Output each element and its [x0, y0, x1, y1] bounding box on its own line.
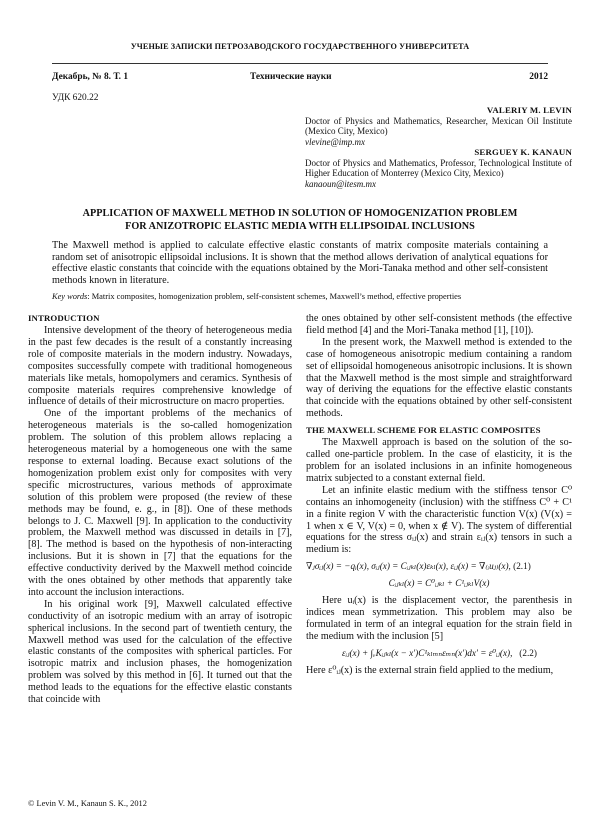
author-email[interactable]: kanaoun@itesm.mx: [305, 178, 377, 189]
journal-name: УЧЕНЫЕ ЗАПИСКИ ПЕТРОЗАВОДСКОГО ГОСУДАРСТВЕННОГО УНИВЕРСИТЕТА: [130, 42, 470, 51]
equation-body: ∇ⱼσᵢⱼ(x) = −qᵢ(x), σᵢⱼ(x) = Cᵢⱼₖₗ(x)εₖₗ(x), εᵢⱼ(x) = ∇₍ᵢuⱼ₎(x),: [306, 561, 511, 572]
paragraph: Let an infinite elastic medium with the stiffness tensor C⁰ contains an inhomogeneity (inclusion) with the stiffness C⁰ + C¹ in a finite region V with the characteristic function V(x) (V(x) = 1 when x ∈ V, V(x) = 0, when x ∉ V). The system of differential equations for the stress σᵢⱼ(x) and strain εᵢⱼ(x) tensors in such a medium is:: [306, 484, 572, 556]
keywords-label: Key words: [52, 292, 88, 301]
section-heading: INTRODUCTION: [28, 313, 100, 323]
title-line: APPLICATION OF MAXWELL METHOD IN SOLUTION OF HOMOGENIZATION PROBLEM: [82, 208, 518, 219]
issue-number: Декабрь, № 8. Т. 1: [52, 72, 129, 82]
author-affiliation: Doctor of Physics and Mathematics, Researcher, Mexican Oil Institute (Mexico City, Mexico): [305, 115, 572, 137]
author-block-1: [305, 105, 572, 147]
author-affiliation: Doctor of Physics and Mathematics, Professor, Technological Institute of Higher Education of Monterrey (Mexico City, Mexico): [305, 157, 572, 179]
paragraph: Here ε⁰ᵢⱼ(x) is the external strain field applied to the medium,: [306, 664, 554, 676]
section-heading: THE MAXWELL SCHEME FOR ELASTIC COMPOSITES: [306, 425, 541, 436]
paragraph: Here uᵢ(x) is the displacement vector, the parenthesis in indices mean symmetrization. This problem may also be formulated in term of an integral equation for the strain field in the medium with the inclusion [5]: [306, 595, 572, 642]
equation-body: εᵢⱼ(x) + ∫ᵥKᵢⱼₖₗ(x − x′)C¹ₖₗₘₙεₘₙ(x′)dx′ = ε⁰ᵢⱼ(x),: [342, 647, 513, 658]
paragraph: the ones obtained by other self-consistent methods (the effective field method [4] and the Mori-Tanaka method [1], [10]).: [306, 313, 572, 336]
paragraph: Intensive development of the theory of heterogeneous media in the past few decades is the result of a constantly increasing role of composite materials in the modern industry. Nowadays, composites successfully compete with traditional homogeneous materials like metals, homopolymers and ceramics. Synthesis of composite materials requires comprehensive knowledge of influence of details of their microstructure on macro properties.: [28, 325, 292, 408]
right-column: [306, 313, 572, 676]
paragraph: In the present work, the Maxwell method is extended to the case of homogeneous anisotropic medium containing a random set of ellipsoidal homogeneous anisotropic inclusions. It is shown that the Maxwell method is the most simple and straightforward way of deriving the equations for the effective elastic constants that coincide with the equations obtained by other self-consistent methods.: [306, 336, 572, 420]
year: 2012: [529, 72, 548, 82]
copyright: © Levin V. M., Kanaun S. K., 2012: [28, 799, 147, 808]
keywords-text: : Matrix composites, homogenization problem, self-consistent schemes, Maxwell’s method, effective properties: [87, 292, 462, 301]
article-title: [28, 208, 572, 233]
left-column: [28, 313, 292, 706]
equation-2-2: [306, 648, 572, 660]
equation-stiffness: Cᵢⱼₖₗ(x) = C⁰ᵢⱼₖₗ + C¹ᵢⱼₖₗV(x): [388, 578, 490, 589]
paragraph: One of the important problems of the mechanics of heterogeneous materials is the so-called homogenization problem. The solution of this problem allows replacing a heterogeneous material by a homogeneous one with the same response to external loading. Because exact solutions of the homogenization problem exist only for composites with very specific microstructures, various methods of approximate solution of this problem were proposed (the review of these methods may be found, e. g., in [8]). One of these methods belongs to J. C. Maxwell [9]. In application to the conductivity problem, the Maxwell method was discussed in details in [7], [8]. The method is based on the hypothesis of non-interacting inclusions. But it is shown in [7] that the equations for the effective conductivity derived by the Maxwell method coincide with the ones obtained by other methods that apparently take into account the inclusion interactions.: [28, 408, 292, 598]
header-rule: [52, 63, 548, 64]
equation-number: (2.1): [513, 561, 531, 572]
paragraph: The Maxwell approach is based on the solution of the so-called one-particle problem. In the case of elasticity, it is the problem for an isolated inclusions in an infinite homogeneous matrix subjected to a constant external field.: [306, 437, 572, 484]
author-block-2: [305, 147, 572, 189]
title-line: FOR ANIZOTROPIC ELASTIC MEDIA WITH ELLIPSOIDAL INCLUSIONS: [125, 220, 475, 232]
abstract: The Maxwell method is applied to calculate effective elastic constants of matrix composite materials containing a random set of anisotropic ellipsoidal inclusions. It is shown that the method allows derivation of analytical equations for effective elastic constants that coincide with the equations obtained by the Mori-Tanaka method and other self-consistent methods known in literature.: [52, 240, 548, 286]
author-name: VALERIY M. LEVIN: [486, 105, 572, 115]
section-name: Технические науки: [250, 72, 332, 82]
equation-2-1: [306, 561, 572, 573]
keywords: [52, 292, 572, 301]
paragraph: In his original work [9], Maxwell calculated effective conductivity of an isotropic medium with an array of isotropic spherical inclusions. In the second part of twentieth century, the Maxwell method was used for the calculation of the effective elastic constants of the composites with spherical particles. For isotropic matrix and inclusion phases, the homogenization problem was solved by this method in [6]. It turned out that the method leads to the equations for the effective elastic constants that coincide with: [28, 598, 292, 706]
author-name: SERGUEY K. KANAUN: [474, 147, 572, 157]
udc-code: УДК 620.22: [52, 93, 99, 103]
author-email[interactable]: vlevine@imp.mx: [305, 136, 366, 147]
equation-number: (2.2): [519, 647, 537, 658]
